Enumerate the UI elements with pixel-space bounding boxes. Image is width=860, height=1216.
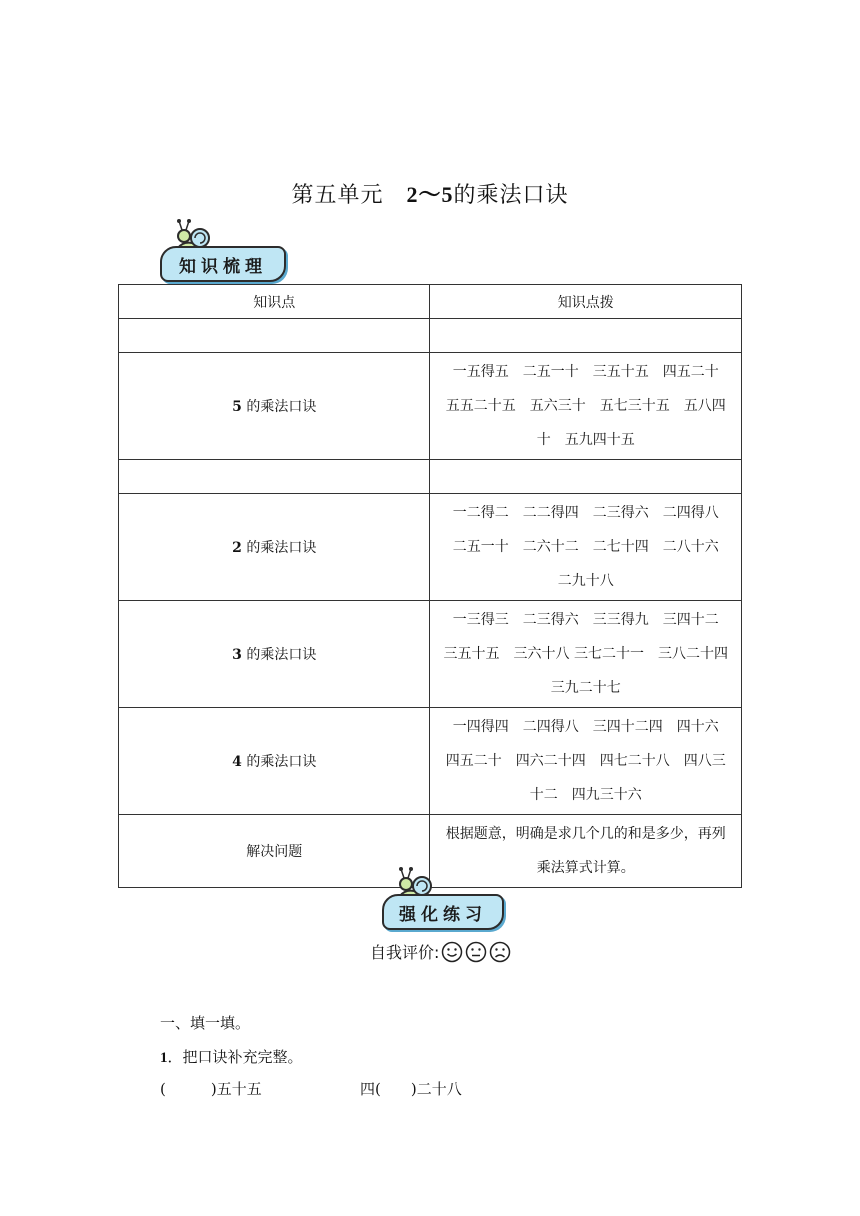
table-cell-point: 3 的乘法口诀 [119,601,430,708]
table-header-detail: 知识点拨 [430,285,742,319]
section-heading: 一、填一填。 [160,1014,251,1032]
table-cell-detail: 一四得四 二四得八 三四十二四 四十六 四五二十 四六二十四 四七二十八 四八三十二 四九三十六 [430,708,742,815]
table-row [119,601,742,708]
smile-face-icon[interactable] [441,941,463,963]
neutral-face-icon[interactable] [465,941,487,963]
table-cell-point [119,460,430,494]
table-cell-point: 解决问题 [119,815,430,888]
sad-face-icon[interactable] [489,941,511,963]
table-cell-detail: 根据题意，明确是求几个几的和是多少，再列乘法算式计算。 [430,815,742,888]
self-evaluation [370,940,511,963]
table-header-row [119,285,742,319]
table-cell-point: 5 的乘法口诀 [119,353,430,460]
table-row [119,319,742,353]
page-title: 第五单元 2～5的乘法口诀 [291,182,569,208]
self-evaluation-label: 自我评价: [370,943,440,962]
question-1: 1．把口诀补充完整。 [160,1048,303,1066]
table-header-point: 知识点 [119,285,430,319]
table-row [119,460,742,494]
table-row [119,708,742,815]
knowledge-badge [160,218,290,282]
table-cell-detail [430,460,742,494]
knowledge-badge-label: 知识梳理 [160,246,286,282]
knowledge-table [118,284,742,888]
table-cell-detail: 一二得二 二二得四 二三得六 二四得八 二五一十 二六十二 二七十四 二八十六 二九十八 [430,494,742,601]
table-cell-point: 4 的乘法口诀 [119,708,430,815]
practice-badge-label: 强化练习 [382,894,504,930]
table-cell-detail: 一五得五 二五一十 三五十五 四五二十 五五二十五 五六三十 五七三十五 五八四十 五九四十五 [430,353,742,460]
table-cell-point: 2 的乘法口诀 [119,494,430,601]
table-cell-detail: 一三得三 二三得六 三三得九 三四十二 三五十五 三六十八 三七二十一 三八二十四 三九二十七 [430,601,742,708]
table-row [119,353,742,460]
table-cell-detail [430,319,742,353]
table-cell-point [119,319,430,353]
blank-2[interactable]: 四( )二十八 [360,1080,462,1098]
table-row [119,494,742,601]
practice-badge [382,866,508,930]
blank-1[interactable]: ( )五十五 [160,1080,262,1098]
